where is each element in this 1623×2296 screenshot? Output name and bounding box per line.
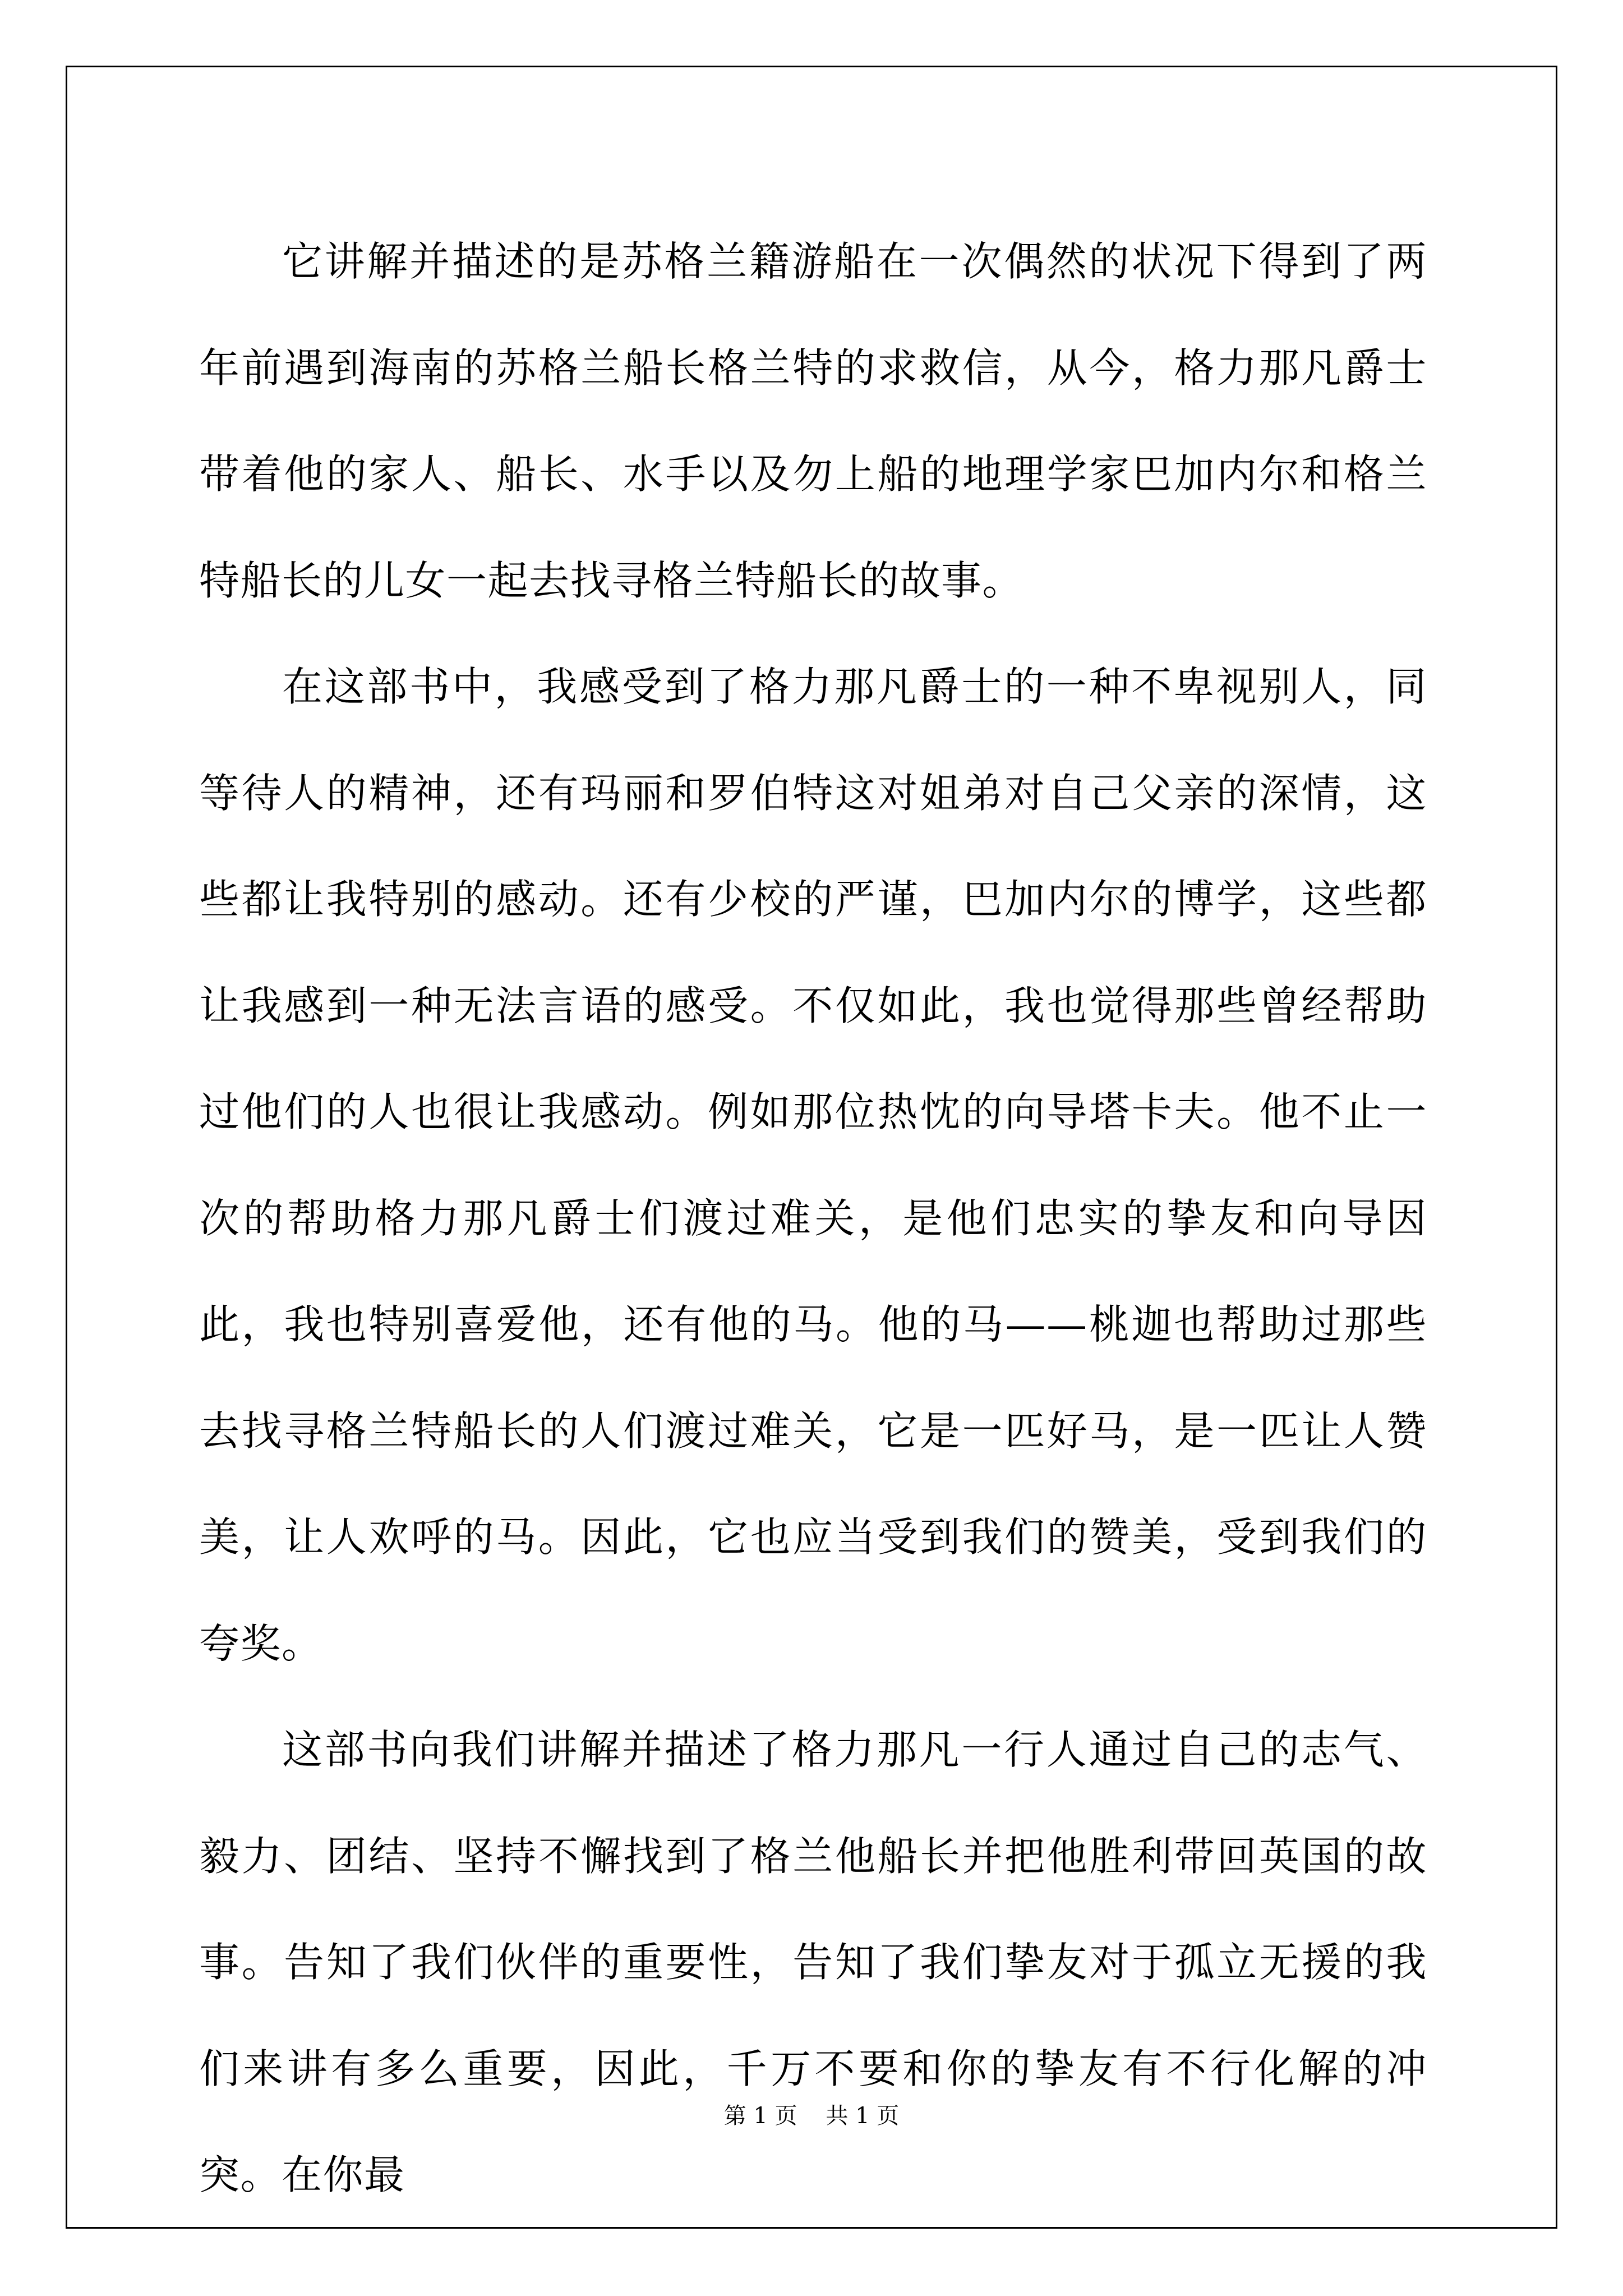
document-body xyxy=(199,209,1427,2229)
paragraph: 它讲解并描述的是苏格兰籍游船在一次偶然的状况下得到了两年前遇到海南的苏格兰船长格兰特的求救信，从今，格力那凡爵士带着他的家人、船长、水手以及勿上船的地理学家巴加内尔和格兰特船长的儿女一起去找寻格兰特船长的故事。 xyxy=(199,238,1427,604)
paragraph: 这部书向我们讲解并描述了格力那凡一行人通过自己的志气、毅力、团结、坚持不懈找到了格兰他船长并把他胜利带回英国的故事。告知了我们伙伴的重要性，告知了我们挚友对于孤立无援的我们来讲有多么重要，因此，千万不要和你的挚友有不行化解的冲突。在你最 xyxy=(199,1726,1427,2198)
page-number-footer: 第 1 页 共 1 页 xyxy=(723,2103,900,2129)
paragraph: 在这部书中，我感受到了格力那凡爵士的一种不卑视别人，同等待人的精神，还有玛丽和罗伯特这对姐弟对自己父亲的深情，这些都让我特别的感动。还有少校的严谨，巴加内尔的博学，这些都让我感到一种无法言语的感受。不仅如此，我也觉得那些曾经帮助过他们的人也很让我感动。例如那位热忱的向导塔卡夫。他不止一次的帮助格力那凡爵士们渡过难关，是他们忠实的挚友和向导因此，我也特别喜爱他，还有他的马。他的马——桃迦也帮助过那些去找寻格兰特船长的人们渡过难关，它是一匹好马，是一匹让人赞美，让人欢呼的马。因此，它也应当受到我们的赞美，受到我们的夸奖。 xyxy=(199,663,1427,1667)
